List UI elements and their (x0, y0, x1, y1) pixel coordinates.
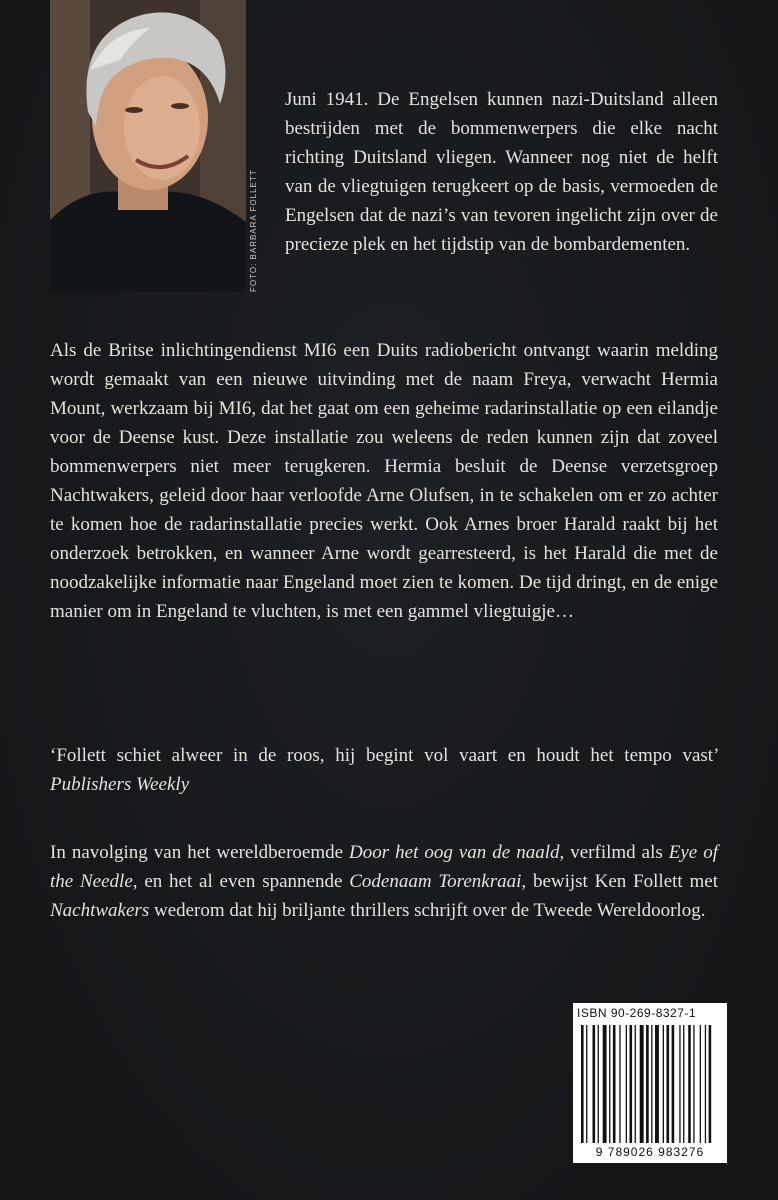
closing-text-3: , en het al even spannende (132, 871, 350, 892)
barcode-bar (705, 1025, 706, 1143)
barcode-bar (598, 1025, 599, 1143)
review-quote (50, 741, 718, 799)
photo-credit: FOTO: BARBARA FOLLETT (249, 169, 258, 292)
isbn-barcode (573, 1003, 727, 1163)
barcode-bar (693, 1025, 694, 1143)
barcode-bar (635, 1025, 636, 1143)
barcode-bar (667, 1025, 670, 1143)
closing-paragraph (50, 838, 718, 925)
barcode-bar (672, 1025, 675, 1143)
closing-text-1: In navolging van het wereldberoemde (50, 842, 350, 863)
closing-text-2: , verfilmd als (559, 842, 669, 863)
barcode-bar (619, 1025, 620, 1143)
barcode-bar (586, 1025, 587, 1143)
barcode-bar (581, 1025, 584, 1143)
author-photo (50, 0, 246, 292)
barcode-bar (593, 1025, 596, 1143)
book-title-1: Door het oog van de naald (349, 842, 560, 863)
barcode-bars (581, 1025, 719, 1143)
barcode-bar (640, 1025, 644, 1143)
barcode-bar (613, 1025, 616, 1143)
book-title-3: Nachtwakers (50, 900, 150, 921)
film-title: Eye of the Needle (50, 842, 718, 892)
barcode-bar (630, 1025, 633, 1143)
barcode-bar (626, 1025, 627, 1143)
quote-text: ‘Follett schiet alweer in de roos, hij begint vol vaart en houdt het tempo vast’ (50, 745, 718, 766)
barcode-bar (655, 1025, 659, 1143)
barcode-bar (663, 1025, 664, 1143)
isbn-number: ISBN 90-269-8327-1 (577, 1006, 697, 1020)
closing-text-4: , bewijst Ken Follett met (521, 871, 718, 892)
barcode-bar (709, 1025, 712, 1143)
barcode-bar (683, 1025, 684, 1143)
blurb-summary (50, 336, 718, 626)
blurb-intro-text: Juni 1941. De Engelsen kunnen nazi-Duitsland alleen bestrijden met de bommenwerpers die elke nacht richting Duitsland vliegen. Wanneer nog niet de helft van de vliegtuigen terugkeert op de basis, vermoeden de Engelsen dat de nazi’s van tevoren ingelicht zijn over de precieze plek en het tijdstip van de bombardementen. (285, 89, 718, 255)
barcode-bar (651, 1025, 652, 1143)
closing-text-5: wederom dat hij briljante thrillers schrijft over de Tweede Wereldoorlog. (149, 900, 706, 921)
barcode-bar (603, 1025, 607, 1143)
ean-number: 9 789026 983276 (595, 1145, 705, 1159)
barcode-bar (679, 1025, 680, 1143)
barcode-bar (609, 1025, 610, 1143)
barcode-bar (646, 1025, 649, 1143)
book-title-2: Codenaam Torenkraai (349, 871, 522, 892)
blurb-summary-text: Als de Britse inlichtingendienst MI6 een Duits radiobericht ontvangt waarin melding wordt gemaakt van een nieuwe uitvinding met de naam Freya, verwacht Hermia Mount, werkzaam bij MI6, dat het gaat om een geheime radarinstallatie op een eilandje voor de Deense kust. Deze installatie zou weleens de reden kunnen zijn dat zoveel bommenwerpers niet meer terugkeren. Hermia besluit de Deense verzetsgroep Nachtwakers, geleid door haar verloofde Arne Olufsen, in te schakelen om er zo achter te komen hoe de radarinstallatie precies werkt. Ook Arnes broer Harald raakt bij het onderzoek betrokken, en wanneer Arne wordt gearresteerd, is het Harald die met de noodzakelijke informatie naar Engeland moet zien te komen. De tijd dringt, en de enige manier om in Engeland te vluchten, is met een gammel vliegtuigje… (50, 340, 718, 622)
quote-source: Publishers Weekly (50, 774, 190, 795)
blurb-intro (285, 85, 718, 259)
barcode-bar (700, 1025, 701, 1143)
barcode-bar (688, 1025, 691, 1143)
